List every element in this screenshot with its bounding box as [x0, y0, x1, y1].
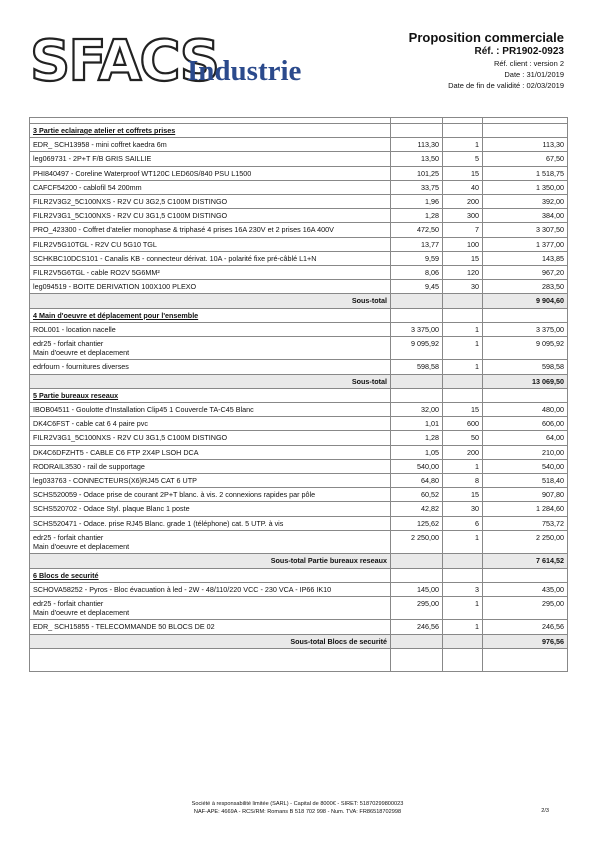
line-item-row	[30, 251, 568, 265]
line-total: 67,50	[483, 152, 568, 166]
section-title: 5 Partie bureaux reseaux	[33, 390, 119, 400]
line-unit-price: 1,05	[391, 445, 443, 459]
line-item-row	[30, 582, 568, 596]
line-description-text: edr25 - forfait chantier	[33, 598, 104, 608]
line-item-row	[30, 209, 568, 223]
line-description-text: edr25 - forfait chantier	[33, 532, 104, 542]
client-reference: Réf. client : version 2	[493, 59, 564, 68]
line-item-row	[30, 138, 568, 152]
empty-cell	[443, 648, 483, 671]
line-description-text: EDR_ SCH13958 - mini coffret kaedra 6m	[33, 140, 167, 150]
subtotal-label: Sous-total	[30, 374, 391, 388]
line-unit-price: 113,30	[391, 138, 443, 152]
line-unit-price: 32,00	[391, 403, 443, 417]
section-header	[30, 568, 568, 582]
empty-cell	[483, 308, 568, 322]
line-quantity: 50	[443, 431, 483, 445]
line-unit-price: 60,52	[391, 488, 443, 502]
line-unit-price: 13,50	[391, 152, 443, 166]
line-total: 3 307,50	[483, 223, 568, 237]
line-item-row	[30, 337, 568, 360]
line-description-text: FILR2V5G10TGL - R2V CU 5G10 TGL	[33, 239, 157, 249]
section-title: 3 Partie eclairage atelier et coffrets prises	[33, 126, 176, 135]
line-item-row	[30, 596, 568, 619]
quote-lines-body	[30, 118, 568, 672]
line-unit-price: 9,59	[391, 251, 443, 265]
line-quantity: 40	[443, 180, 483, 194]
line-quantity: 30	[443, 280, 483, 294]
line-unit-price: 598,58	[391, 360, 443, 374]
line-unit-price: 246,56	[391, 620, 443, 634]
line-unit-price: 472,50	[391, 223, 443, 237]
subtotal-value: 13 069,50	[483, 374, 568, 388]
line-description	[30, 620, 391, 634]
line-item-row	[30, 223, 568, 237]
line-total: 392,00	[483, 195, 568, 209]
line-item-row	[30, 445, 568, 459]
line-total: 283,50	[483, 280, 568, 294]
line-item-row	[30, 530, 568, 553]
subtotal-row	[30, 634, 568, 648]
line-description	[30, 488, 391, 502]
line-description-text: SCHOVA58252 - Pyros - Bloc évacuation à led - 2W - 48/110/220 VCC - 230 VCA - IP66 IK10	[33, 584, 332, 594]
line-total: 384,00	[483, 209, 568, 223]
line-description	[30, 223, 391, 237]
empty-cell	[391, 634, 443, 648]
line-description-text: SCHS520471 - Odace. prise RJ45 Blanc. grade 1 (téléphone) cat. 5 UTP. à vis	[33, 518, 284, 528]
line-quantity: 6	[443, 516, 483, 530]
document-title: Proposition commerciale	[408, 30, 564, 45]
line-quantity: 300	[443, 209, 483, 223]
line-unit-price: 145,00	[391, 582, 443, 596]
line-item-row	[30, 417, 568, 431]
empty-cell	[483, 568, 568, 582]
line-description-detail: Main d'oeuvre et deplacement	[33, 608, 130, 618]
line-description	[30, 266, 391, 280]
line-description	[30, 596, 391, 619]
empty-cell	[30, 648, 391, 671]
empty-cell	[391, 374, 443, 388]
line-description-text: DK4C6FST - cable cat 6 4 paire pvc	[33, 419, 148, 429]
empty-cell	[391, 648, 443, 671]
line-description-text: IBOB04511 - Goulotte d'Installation Clip45 1 Couvercle TA-C45 Blanc	[33, 405, 254, 415]
document-reference: Réf. : PR1902-0923	[474, 46, 564, 57]
line-unit-price: 101,25	[391, 166, 443, 180]
section-title: 6 Blocs de securité	[33, 570, 99, 580]
line-item-row	[30, 620, 568, 634]
empty-cell	[443, 554, 483, 568]
line-quantity: 1	[443, 459, 483, 473]
line-unit-price: 540,00	[391, 459, 443, 473]
line-total: 480,00	[483, 403, 568, 417]
section-header	[30, 124, 568, 138]
subtotal-value: 976,56	[483, 634, 568, 648]
line-description-text: FILR2V3G1_5C100NXS - R2V CU 3G1,5 C100M DISTINGO	[33, 211, 228, 221]
line-unit-price: 13,77	[391, 237, 443, 251]
line-quantity: 7	[443, 223, 483, 237]
line-item-row	[30, 152, 568, 166]
line-description	[30, 516, 391, 530]
line-quantity: 600	[443, 417, 483, 431]
line-total: 435,00	[483, 582, 568, 596]
line-description-text: FILR2V3G1_5C100NXS - R2V CU 3G1,5 C100M DISTINGO	[33, 433, 228, 443]
line-description	[30, 209, 391, 223]
line-description	[30, 138, 391, 152]
empty-cell	[391, 388, 443, 402]
line-description-text: leg094519 - BOITE DERIVATION 100X100 PLEXO	[33, 282, 197, 292]
line-description	[30, 417, 391, 431]
line-quantity: 30	[443, 502, 483, 516]
section-header	[30, 388, 568, 402]
subtotal-value: 9 904,60	[483, 294, 568, 308]
line-description-text: FILR2V3G2_5C100NXS - R2V CU 3G2,5 C100M DISTINGO	[33, 197, 228, 207]
empty-cell	[391, 308, 443, 322]
empty-cell	[483, 648, 568, 671]
line-quantity: 15	[443, 488, 483, 502]
line-description	[30, 180, 391, 194]
line-description-text: SCHS520059 - Odace prise de courant 2P+T blanc. à vis. 2 connexions rapides par pôle	[33, 490, 316, 500]
line-quantity: 3	[443, 582, 483, 596]
line-item-row	[30, 516, 568, 530]
line-item-row	[30, 502, 568, 516]
legal-footer	[0, 800, 595, 816]
section-title-cell	[30, 124, 391, 138]
line-total: 113,30	[483, 138, 568, 152]
footer-line-2: NAF-APE: 4669A - RCS/RM: Romans B 518 702 998 - Num. TVA: FR86518702998	[193, 809, 402, 815]
line-quantity: 1	[443, 620, 483, 634]
line-description	[30, 280, 391, 294]
line-item-row	[30, 195, 568, 209]
line-description-text: SCHKBC10DCS101 - Canalis KB - connecteur dérivat. 10A - polarité fixe pré-câblé L1+N	[33, 253, 317, 263]
section-title-cell	[30, 568, 391, 582]
line-description	[30, 582, 391, 596]
empty-cell	[391, 554, 443, 568]
line-total: 540,00	[483, 459, 568, 473]
document-date: Date : 31/01/2019	[504, 70, 564, 79]
validity-date: Date de fin de validité : 02/03/2019	[448, 81, 564, 90]
line-unit-price: 64,80	[391, 474, 443, 488]
line-unit-price: 2 250,00	[391, 530, 443, 553]
line-unit-price: 1,28	[391, 209, 443, 223]
empty-cell	[391, 568, 443, 582]
empty-cell	[443, 568, 483, 582]
line-description-text: edr25 - forfait chantier	[33, 339, 104, 349]
line-unit-price: 295,00	[391, 596, 443, 619]
subtotal-row	[30, 294, 568, 308]
empty-cell	[443, 374, 483, 388]
line-quantity: 200	[443, 445, 483, 459]
line-total: 1 377,00	[483, 237, 568, 251]
line-total: 753,72	[483, 516, 568, 530]
subtotal-label: Sous-total Partie bureaux reseaux	[30, 554, 391, 568]
line-unit-price: 33,75	[391, 180, 443, 194]
line-description	[30, 431, 391, 445]
line-total: 518,40	[483, 474, 568, 488]
line-description	[30, 251, 391, 265]
line-description-text: CAFCF54200 - cablofil 54 200mm	[33, 182, 142, 192]
line-quantity: 1	[443, 322, 483, 336]
line-description-text: EDR_ SCH15855 - TELECOMMANDE 50 BLOCS DE 02	[33, 622, 215, 632]
empty-cell	[443, 294, 483, 308]
quote-lines-table	[29, 117, 568, 672]
line-description-text: PRO_423300 - Coffret d'atelier monophase & triphasé 4 prises 16A 230V et 2 prises 16A 400V	[33, 225, 334, 235]
logo-mark: SFACS	[30, 29, 218, 94]
line-total: 1 518,75	[483, 166, 568, 180]
line-item-row	[30, 474, 568, 488]
empty-cell	[443, 308, 483, 322]
line-total: 1 350,00	[483, 180, 568, 194]
line-description-text: leg069731 - 2P+T F/B GRIS SAILLIE	[33, 154, 152, 164]
section-header	[30, 308, 568, 322]
line-unit-price: 3 375,00	[391, 322, 443, 336]
line-description-text: DK4C6DFZHT5 - CABLE C6 FTP 2X4P LSOH DCA	[33, 447, 199, 457]
line-unit-price: 42,82	[391, 502, 443, 516]
line-total: 2 250,00	[483, 530, 568, 553]
line-item-row	[30, 237, 568, 251]
line-description	[30, 459, 391, 473]
line-total: 143,85	[483, 251, 568, 265]
empty-cell	[443, 388, 483, 402]
line-item-row	[30, 459, 568, 473]
section-title-cell	[30, 308, 391, 322]
line-unit-price: 1,28	[391, 431, 443, 445]
line-total: 598,58	[483, 360, 568, 374]
line-unit-price: 125,62	[391, 516, 443, 530]
line-quantity: 100	[443, 237, 483, 251]
line-quantity: 200	[443, 195, 483, 209]
line-description	[30, 195, 391, 209]
line-item-row	[30, 266, 568, 280]
line-total: 9 095,92	[483, 337, 568, 360]
line-unit-price: 1,96	[391, 195, 443, 209]
line-unit-price: 8,06	[391, 266, 443, 280]
line-total: 210,00	[483, 445, 568, 459]
line-unit-price: 9 095,92	[391, 337, 443, 360]
line-quantity: 1	[443, 530, 483, 553]
line-description-text: FILR2V5G6TGL - cable RO2V 5G6MM²	[33, 268, 160, 278]
line-description	[30, 152, 391, 166]
line-description	[30, 474, 391, 488]
line-unit-price: 9,45	[391, 280, 443, 294]
line-quantity: 120	[443, 266, 483, 280]
document-header	[409, 30, 564, 91]
section-title: 4 Main d'oeuvre et déplacement pour l'ensemble	[33, 310, 199, 320]
line-quantity: 1	[443, 337, 483, 360]
line-total: 64,00	[483, 431, 568, 445]
line-quantity: 15	[443, 403, 483, 417]
line-quantity: 1	[443, 138, 483, 152]
line-quantity: 15	[443, 251, 483, 265]
line-total: 1 284,60	[483, 502, 568, 516]
line-total: 3 375,00	[483, 322, 568, 336]
empty-cell	[443, 634, 483, 648]
line-quantity: 1	[443, 360, 483, 374]
line-description-text: ROL001 - location nacelle	[33, 324, 116, 334]
subtotal-row	[30, 554, 568, 568]
line-description	[30, 403, 391, 417]
line-item-row	[30, 180, 568, 194]
line-item-row	[30, 360, 568, 374]
empty-cell	[483, 388, 568, 402]
line-description	[30, 166, 391, 180]
subtotal-label: Sous-total	[30, 294, 391, 308]
line-description-text: edrfourn - fournitures diverses	[33, 362, 129, 372]
line-total: 295,00	[483, 596, 568, 619]
empty-cell	[391, 124, 443, 138]
logo-subtitle: Industrie	[187, 55, 302, 87]
line-description	[30, 237, 391, 251]
subtotal-value: 7 614,52	[483, 554, 568, 568]
line-quantity: 5	[443, 152, 483, 166]
line-quantity: 8	[443, 474, 483, 488]
line-quantity: 15	[443, 166, 483, 180]
empty-cell	[391, 294, 443, 308]
subtotal-row	[30, 374, 568, 388]
line-description	[30, 322, 391, 336]
line-description-text: leg033763 - CONNECTEURS(X6)RJ45 CAT 6 UTP	[33, 476, 197, 486]
line-total: 606,00	[483, 417, 568, 431]
line-description-text: RODRAIL3530 - rail de supportage	[33, 461, 145, 471]
line-total: 967,20	[483, 266, 568, 280]
line-total: 246,56	[483, 620, 568, 634]
line-unit-price: 1,01	[391, 417, 443, 431]
line-description-detail: Main d'oeuvre et deplacement	[33, 542, 130, 552]
line-description	[30, 530, 391, 553]
line-description-text: PHI840497 - Coreline Waterproof WT120C LED60S/840 PSU L1500	[33, 168, 252, 178]
empty-cell	[483, 124, 568, 138]
empty-cell	[443, 124, 483, 138]
line-description	[30, 360, 391, 374]
line-item-row	[30, 488, 568, 502]
section-title-cell	[30, 388, 391, 402]
line-item-row	[30, 166, 568, 180]
line-item-row	[30, 280, 568, 294]
page-number: 2/3	[541, 808, 549, 814]
line-item-row	[30, 403, 568, 417]
line-item-row	[30, 322, 568, 336]
line-item-row	[30, 431, 568, 445]
line-description-text: SCHS520702 - Odace Styl. plaque Blanc 1 poste	[33, 504, 190, 514]
line-description	[30, 445, 391, 459]
subtotal-label: Sous-total Blocs de securité	[30, 634, 391, 648]
footer-line-1: Société à responsabilité limitée (SARL) - Capital de 8000€ - SIRET: 51870299800023	[191, 801, 404, 807]
line-description	[30, 337, 391, 360]
blank-row	[30, 648, 568, 671]
line-quantity: 1	[443, 596, 483, 619]
line-description-detail: Main d'oeuvre et deplacement	[33, 348, 130, 358]
line-description	[30, 502, 391, 516]
line-total: 907,80	[483, 488, 568, 502]
